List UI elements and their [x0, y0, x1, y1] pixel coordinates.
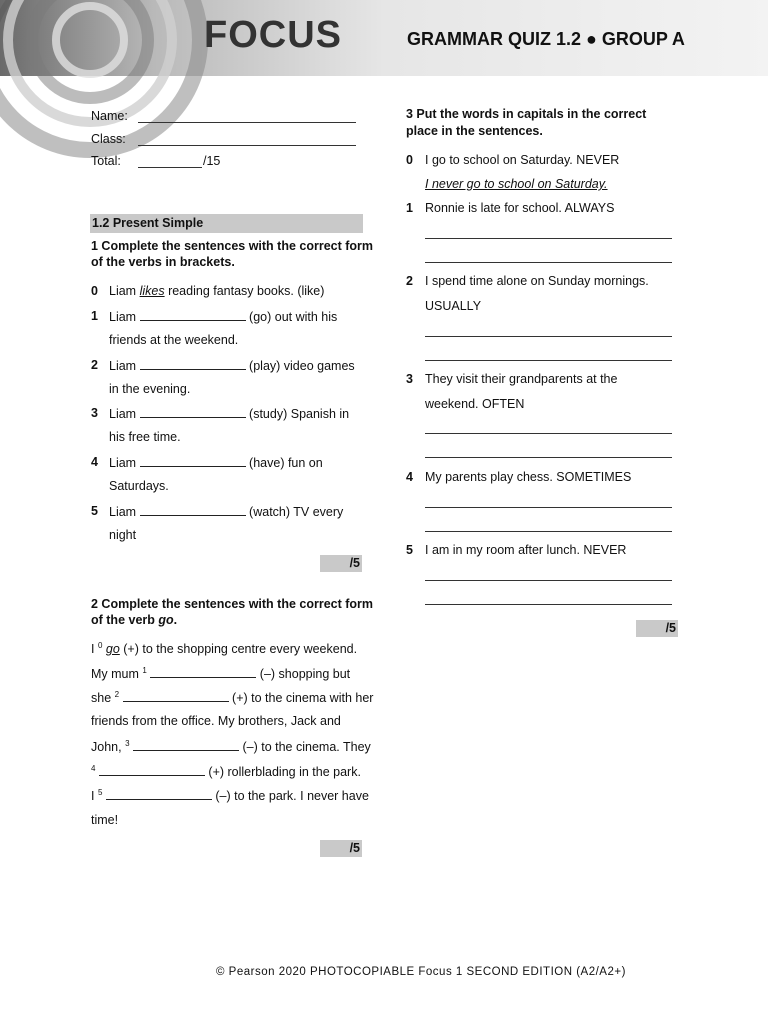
- ex3-answer-line[interactable]: [425, 531, 672, 532]
- ex1-item-sentence: [109, 406, 349, 421]
- ex1-item-number: 5: [91, 504, 98, 518]
- ex3-answer-line[interactable]: [425, 457, 672, 458]
- ex1-answer-blank[interactable]: [140, 358, 246, 370]
- total-label: Total:: [91, 154, 121, 168]
- ex1-example-answer: likes: [139, 284, 165, 298]
- ex1-answer-blank[interactable]: [140, 504, 246, 516]
- ex1-instruction-line2: of the verbs in brackets.: [91, 255, 235, 269]
- ex1-item-number: 0: [91, 284, 98, 298]
- ex1-item-continuation: friends at the weekend.: [109, 333, 239, 347]
- ex2-instruction-end: .: [173, 613, 178, 627]
- ex3-instruction-line2: place in the sentences.: [406, 124, 543, 138]
- ex3-answer-line[interactable]: [425, 604, 672, 605]
- ex2-gap-number: 3: [125, 739, 130, 748]
- ex2-paragraph-line: [91, 764, 361, 779]
- ex3-answer-line[interactable]: [425, 507, 672, 508]
- ex2-text: I: [91, 642, 98, 657]
- ex2-text: friends from the office. My brothers, Jack and: [91, 714, 341, 728]
- ex2-answer-blank[interactable]: [99, 764, 205, 776]
- ex3-example-sentence: I go to school on Saturday. NEVER: [425, 153, 620, 167]
- ex1-answer-blank[interactable]: [140, 455, 246, 467]
- header-banner: [0, 0, 768, 76]
- ex2-answer-blank[interactable]: [133, 739, 239, 751]
- footer-copyright: © Pearson 2020 PHOTOCOPIABLE Focus 1 SECOND EDITION (A2/A2+): [216, 966, 626, 978]
- total-max: /15: [203, 154, 221, 168]
- ex1-item-sentence: [109, 358, 355, 373]
- ex2-text: My mum: [91, 667, 143, 682]
- ex3-answer-line[interactable]: [425, 262, 672, 263]
- ex1-item-sentence: [109, 309, 337, 324]
- ex2-gap-number: 4: [91, 764, 96, 773]
- ex2-example-answer: go: [105, 642, 120, 657]
- ex3-item-number: 3: [406, 372, 413, 386]
- ex3-item-number: 2: [406, 274, 413, 288]
- ex1-item-number: 2: [91, 358, 98, 372]
- ex2-text: John,: [91, 740, 126, 755]
- ex2-gap-number: 0: [97, 641, 103, 650]
- ex3-item-sentence: My parents play chess. SOMETIMES: [425, 470, 632, 484]
- ex3-answer-line[interactable]: [425, 238, 672, 239]
- ex2-gap-number: 1: [142, 666, 147, 675]
- ex2-paragraph-line: [91, 739, 371, 754]
- ex2-text: she: [91, 691, 115, 706]
- ex2-answer-blank[interactable]: [150, 666, 256, 678]
- ex1-item-post: reading fantasy books. (like): [164, 284, 325, 298]
- name-label: Name:: [91, 109, 128, 123]
- ex1-item-pre: Liam: [109, 505, 140, 519]
- ex2-instruction-text: of the verb: [91, 613, 159, 627]
- ex2-score-box[interactable]: [320, 840, 362, 857]
- ex1-item-pre: Liam: [109, 407, 140, 421]
- brand-logo-text: FOCUS: [204, 14, 342, 56]
- ex1-score-box[interactable]: [320, 555, 362, 572]
- ex1-item-post: (watch) TV every: [245, 505, 344, 519]
- ex3-item-number: 5: [406, 543, 413, 557]
- ex3-example-number: 0: [406, 153, 413, 167]
- ex2-text: (–) to the park. I never have: [211, 789, 369, 804]
- ex1-answer-blank[interactable]: [140, 309, 246, 321]
- quiz-title: GRAMMAR QUIZ 1.2 ● GROUP A: [407, 29, 685, 49]
- ex1-item-pre: Liam: [109, 456, 140, 470]
- ex3-answer-line[interactable]: [425, 336, 672, 337]
- ex1-score: /5: [349, 556, 360, 570]
- ex3-answer-line[interactable]: [425, 580, 672, 581]
- ex3-instruction-line1: 3 Put the words in capitals in the correct: [406, 107, 647, 121]
- ex1-item-post: (go) out with his: [245, 310, 338, 324]
- ex1-item-post: (have) fun on: [245, 456, 323, 470]
- ex1-item-post: (play) video games: [245, 359, 355, 373]
- ex3-item-number: 4: [406, 470, 413, 484]
- ex1-item-continuation: his free time.: [109, 430, 181, 444]
- ex1-item-pre: Liam: [109, 359, 140, 373]
- ex2-instruction-verb: go: [158, 613, 174, 627]
- ex2-paragraph-line: [91, 813, 118, 827]
- ex1-item-post: (study) Spanish in: [245, 407, 350, 421]
- ex2-paragraph-line: [91, 666, 350, 681]
- ex1-item-number: 1: [91, 309, 98, 323]
- ex3-item-number: 1: [406, 201, 413, 215]
- ex2-gap-number: 2: [114, 690, 120, 699]
- ex2-paragraph-line: [91, 788, 369, 803]
- ex3-item-sentence-cont: weekend. OFTEN: [425, 397, 525, 411]
- ex3-answer-line[interactable]: [425, 360, 672, 361]
- ex1-item-pre: Liam: [109, 284, 140, 298]
- ex3-example-answer: I never go to school on Saturday.: [425, 177, 608, 191]
- ex2-answer-blank[interactable]: [123, 690, 229, 702]
- ex1-answer-blank[interactable]: [140, 406, 246, 418]
- ex2-text: (+) to the shopping centre every weekend.: [119, 642, 358, 657]
- ex1-item-sentence: [109, 284, 324, 298]
- ex1-item-continuation: night: [109, 528, 137, 542]
- ex3-score-box[interactable]: [636, 620, 678, 637]
- ex2-instruction-line2: [91, 613, 177, 627]
- ex2-text: I: [91, 789, 98, 804]
- ex3-item-sentence: I am in my room after lunch. NEVER: [425, 543, 627, 557]
- ex3-item-sentence: I spend time alone on Sunday mornings.: [425, 274, 649, 288]
- ex1-item-sentence: [109, 504, 343, 519]
- ex3-answer-line[interactable]: [425, 433, 672, 434]
- ex2-instruction-line1: 2 Complete the sentences with the correct form: [91, 597, 374, 611]
- ex2-paragraph-line: [91, 690, 373, 705]
- ex1-item-number: 3: [91, 406, 98, 420]
- name-field[interactable]: [138, 122, 356, 123]
- section-title: 1.2 Present Simple: [92, 216, 204, 230]
- class-field[interactable]: [138, 145, 356, 146]
- ex1-item-continuation: Saturdays.: [109, 479, 169, 493]
- ex2-paragraph-line: [91, 641, 357, 656]
- ex2-score: /5: [349, 841, 360, 855]
- ex1-instruction-line1: 1 Complete the sentences with the correct form: [91, 239, 374, 253]
- ex3-item-sentence: They visit their grandparents at the: [425, 372, 618, 386]
- class-label: Class:: [91, 132, 126, 146]
- ex2-text: (–) shopping but: [256, 667, 351, 682]
- ex1-item-continuation: in the evening.: [109, 382, 191, 396]
- ex2-paragraph-line: [91, 714, 341, 728]
- ex1-item-pre: Liam: [109, 310, 140, 324]
- ex2-text: (+) to the cinema with her: [228, 691, 374, 706]
- ex1-item-number: 4: [91, 455, 98, 469]
- ex2-answer-blank[interactable]: [106, 788, 212, 800]
- ex3-item-sentence: Ronnie is late for school. ALWAYS: [425, 201, 615, 215]
- total-field[interactable]: [138, 167, 202, 168]
- ex1-item-sentence: [109, 455, 323, 470]
- ex2-text: time!: [91, 813, 119, 827]
- section-header-bar: [90, 214, 363, 233]
- ex2-text: (–) to the cinema. They: [239, 740, 371, 755]
- ex2-gap-number: 5: [97, 788, 103, 797]
- ex3-score: /5: [665, 621, 676, 635]
- ex3-item-sentence-cont: USUALLY: [425, 299, 482, 313]
- ex2-text: (+) rollerblading in the park.: [204, 765, 361, 780]
